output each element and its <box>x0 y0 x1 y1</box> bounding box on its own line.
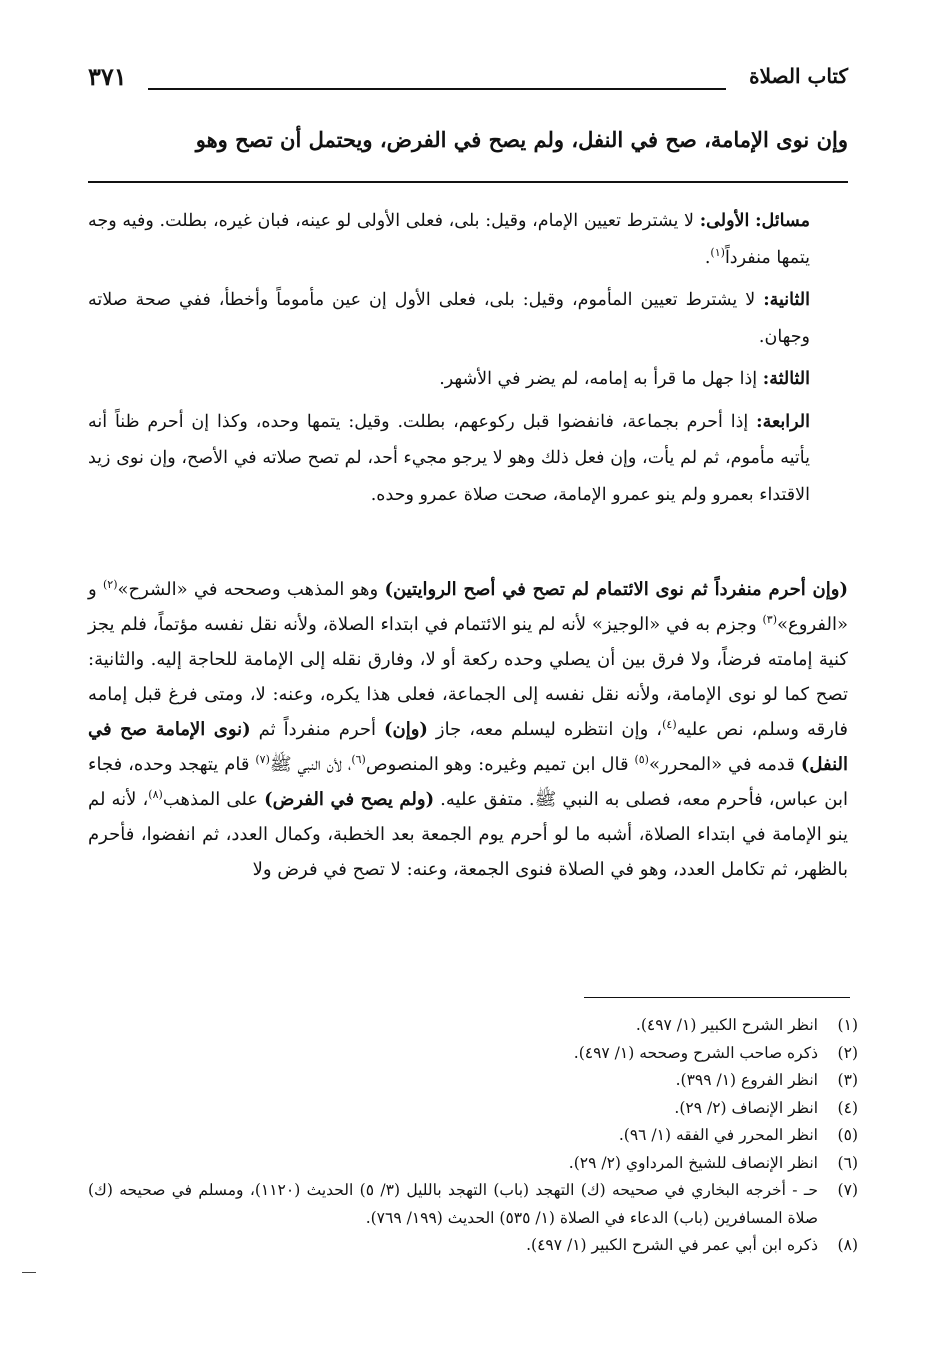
page-number: ٣٧١ <box>88 62 127 91</box>
explanation-text: ، لأنه لم ينو الإمامة في ابتداء الصلاة، أشبه ما لو أحرم يوم الجمعة بعد الخطبة، وكمال العدد، ثم انفضوا، فأحرم بالظهر، ثم تكامل العدد، وهو في الصلاة فنوى الجمعة، وعنه: لا تصح في فرض ولا <box>88 789 849 880</box>
commentary-paragraph-3 <box>88 361 848 398</box>
footnote-ref[interactable]: (٧) <box>255 753 270 766</box>
explanation-text: وجزم به في «الوجيز» لأنه لم ينو الائتمام في ابتداء الصلاة، ولأنه نقل نفسه مؤتماً، فلم يجز كنية إمامته فرضاً، ولا فرق بين أن يصلي وحده ركعة أو لا، وفارق نقله إلى الإمامة للحاجة إليه. والثانية: تصح كما لو نوى الإمامة، ولأنه نقل نفسه إلى الجماعة، فعلى هذا يكره، وعنه: لا، ومتى فرغ قبل إمامه فارقه وسلم، نص عليه <box>88 614 848 740</box>
explanation-text: ، وإن انتظره ليسلم معه، جاز <box>427 719 663 740</box>
quoted-matn: (وإن أحرم منفرداً ثم نوى الائتمام لم تصح في أصح الروايتين) <box>384 579 848 600</box>
footnote-ref[interactable]: (٤) <box>662 718 677 731</box>
footnote-text: انظر الإنصاف للشيخ المرداوي (٢/ ٢٩). <box>568 1153 818 1172</box>
issue-heading-4: الرابعة: <box>756 411 810 432</box>
quoted-matn: (وإن) <box>383 719 428 740</box>
explanation-text: قال ابن تميم وغيره: وهو المنصوص <box>365 754 635 775</box>
issue-heading-2: الثانية: <box>763 290 810 310</box>
footnote-number: (٨) <box>837 1236 858 1254</box>
commentary-paragraph-1 <box>88 203 848 276</box>
footnote-number: (٢) <box>837 1043 858 1062</box>
commentary-paragraph-4 <box>88 404 848 514</box>
issues-lead: مسائل: <box>755 211 810 231</box>
matn-separator <box>88 181 848 183</box>
footnote-ref[interactable]: (١) <box>710 245 725 259</box>
matn-text: وإن نوى الإمامة، صح في النفل، ولم يصح في الفرض، ويحتمل أن تصح وهو <box>195 127 848 152</box>
issue-heading-3: الثالثة: <box>762 369 810 389</box>
footnote <box>88 1177 858 1232</box>
footnote-ref[interactable]: (٢) <box>102 578 118 591</box>
footnote-number: (٣) <box>837 1071 858 1089</box>
footnote-separator <box>584 997 850 998</box>
footnote <box>88 1067 858 1095</box>
footnote-text: انظر المحرر في الفقه (١/ ٩٦). <box>618 1126 818 1144</box>
commentary-block <box>88 203 848 519</box>
margin-dash <box>22 1272 36 1273</box>
footnote-number: (٤) <box>837 1098 858 1117</box>
footnote <box>88 1150 858 1178</box>
footnote-ref[interactable]: (٣) <box>762 613 778 626</box>
footnote-text: انظر الإنصاف (٢/ ٢٩). <box>674 1098 818 1117</box>
quoted-matn: (نوى الإمامة صح في النفل) <box>88 719 848 775</box>
explanation-text: قدمه في «المحرر» <box>648 754 801 775</box>
commentary-paragraph-2 <box>88 282 848 355</box>
footnotes-list <box>88 1012 858 1260</box>
explanation-block <box>88 572 848 887</box>
explanation-text: ، لأن النبي ﷺ <box>269 754 352 775</box>
page-header <box>88 62 848 96</box>
issue-text-3: إذا جهل ما قرأ به إمامه، لم يضر في الأشهر. <box>439 369 758 389</box>
footnote <box>88 1232 858 1260</box>
explanation-text: قام يتهجد وحده، فجاء ابن عباس، فأحرم معه، فصلى به النبي ﷺ. متفق عليه. <box>88 754 848 810</box>
issue-heading-1: الأولى: <box>699 211 750 231</box>
footnote-text: ذكره صاحب الشرح وصححه (١/ ٤٩٧). <box>573 1043 818 1062</box>
header-rule <box>148 88 726 90</box>
issue-text-4: إذا أحرم بجماعة، فانفضوا قبل ركوعهم، بطلت. وقيل: يتمها وحده، وكذا إن أحرم ظناً أنه يأتيه مأموم، ثم لم يأت، وإن فعل ذلك وهو لا يرجو مجيء أحد، لم تصح صلاته في الأصح، وإن نوى زيد الاقتداء بعمرو ولم ينو عمرو الإمامة، صحت صلاة عمرو وحده. <box>88 411 810 505</box>
sentence-end: . <box>704 247 711 268</box>
footnote-ref[interactable]: (٨) <box>148 788 163 801</box>
explanation-text: وهو المذهب وصححه في «الشرح» <box>117 579 385 600</box>
explanation-paragraph <box>88 572 848 887</box>
footnote-text: انظر الشرح الكبير (١/ ٤٩٧). <box>635 1016 818 1034</box>
footnote <box>88 1040 858 1068</box>
quoted-matn: (ولم يصح في الفرض) <box>264 789 435 810</box>
running-title: كتاب الصلاة <box>749 64 848 88</box>
footnote <box>88 1122 858 1150</box>
footnote-ref[interactable]: (٦) <box>351 753 366 766</box>
explanation-text: و «الفروع» <box>88 579 848 635</box>
footnote-number: (٥) <box>837 1126 858 1144</box>
explanation-text: أحرم منفرداً ثم <box>250 719 384 740</box>
issue-text-1: لا يشترط تعيين الإمام، وقيل: بلى، فعلى الأولى لو عينه، فبان غيره، بطلت. وفيه وجه يتمها منفرداً <box>88 211 810 268</box>
footnote-text: حـ - أخرجه البخاري في صحيحه (ك) التهجد (باب) التهجد بالليل (٣/ ٥) الحديث (١١٢٠)، ومسلم في صحيحه (ك) صلاة المسافرين (باب) الدعاء في الصلاة (١/ ٥٣٥) الحديث (١٩٩/ ٧٦٩). <box>88 1181 818 1227</box>
issue-text-2: لا يشترط تعيين المأموم، وقيل: بلى، فعلى الأول إن عين مأموماً وأخطأ، ففي صحة صلاته وجهان. <box>88 290 810 347</box>
footnote-text: انظر الفروع (١/ ٣٩٩). <box>675 1071 818 1089</box>
footnote-number: (١) <box>837 1016 858 1034</box>
footnote-number: (٦) <box>837 1153 858 1172</box>
explanation-text: على المذهب <box>162 789 265 810</box>
footnote <box>88 1012 858 1040</box>
footnote <box>88 1095 858 1123</box>
footnote-ref[interactable]: (٥) <box>634 753 649 766</box>
footnote-text: ذكره ابن أبي عمر في الشرح الكبير (١/ ٤٩٧). <box>526 1236 818 1254</box>
footnote-number: (٧) <box>837 1181 858 1199</box>
